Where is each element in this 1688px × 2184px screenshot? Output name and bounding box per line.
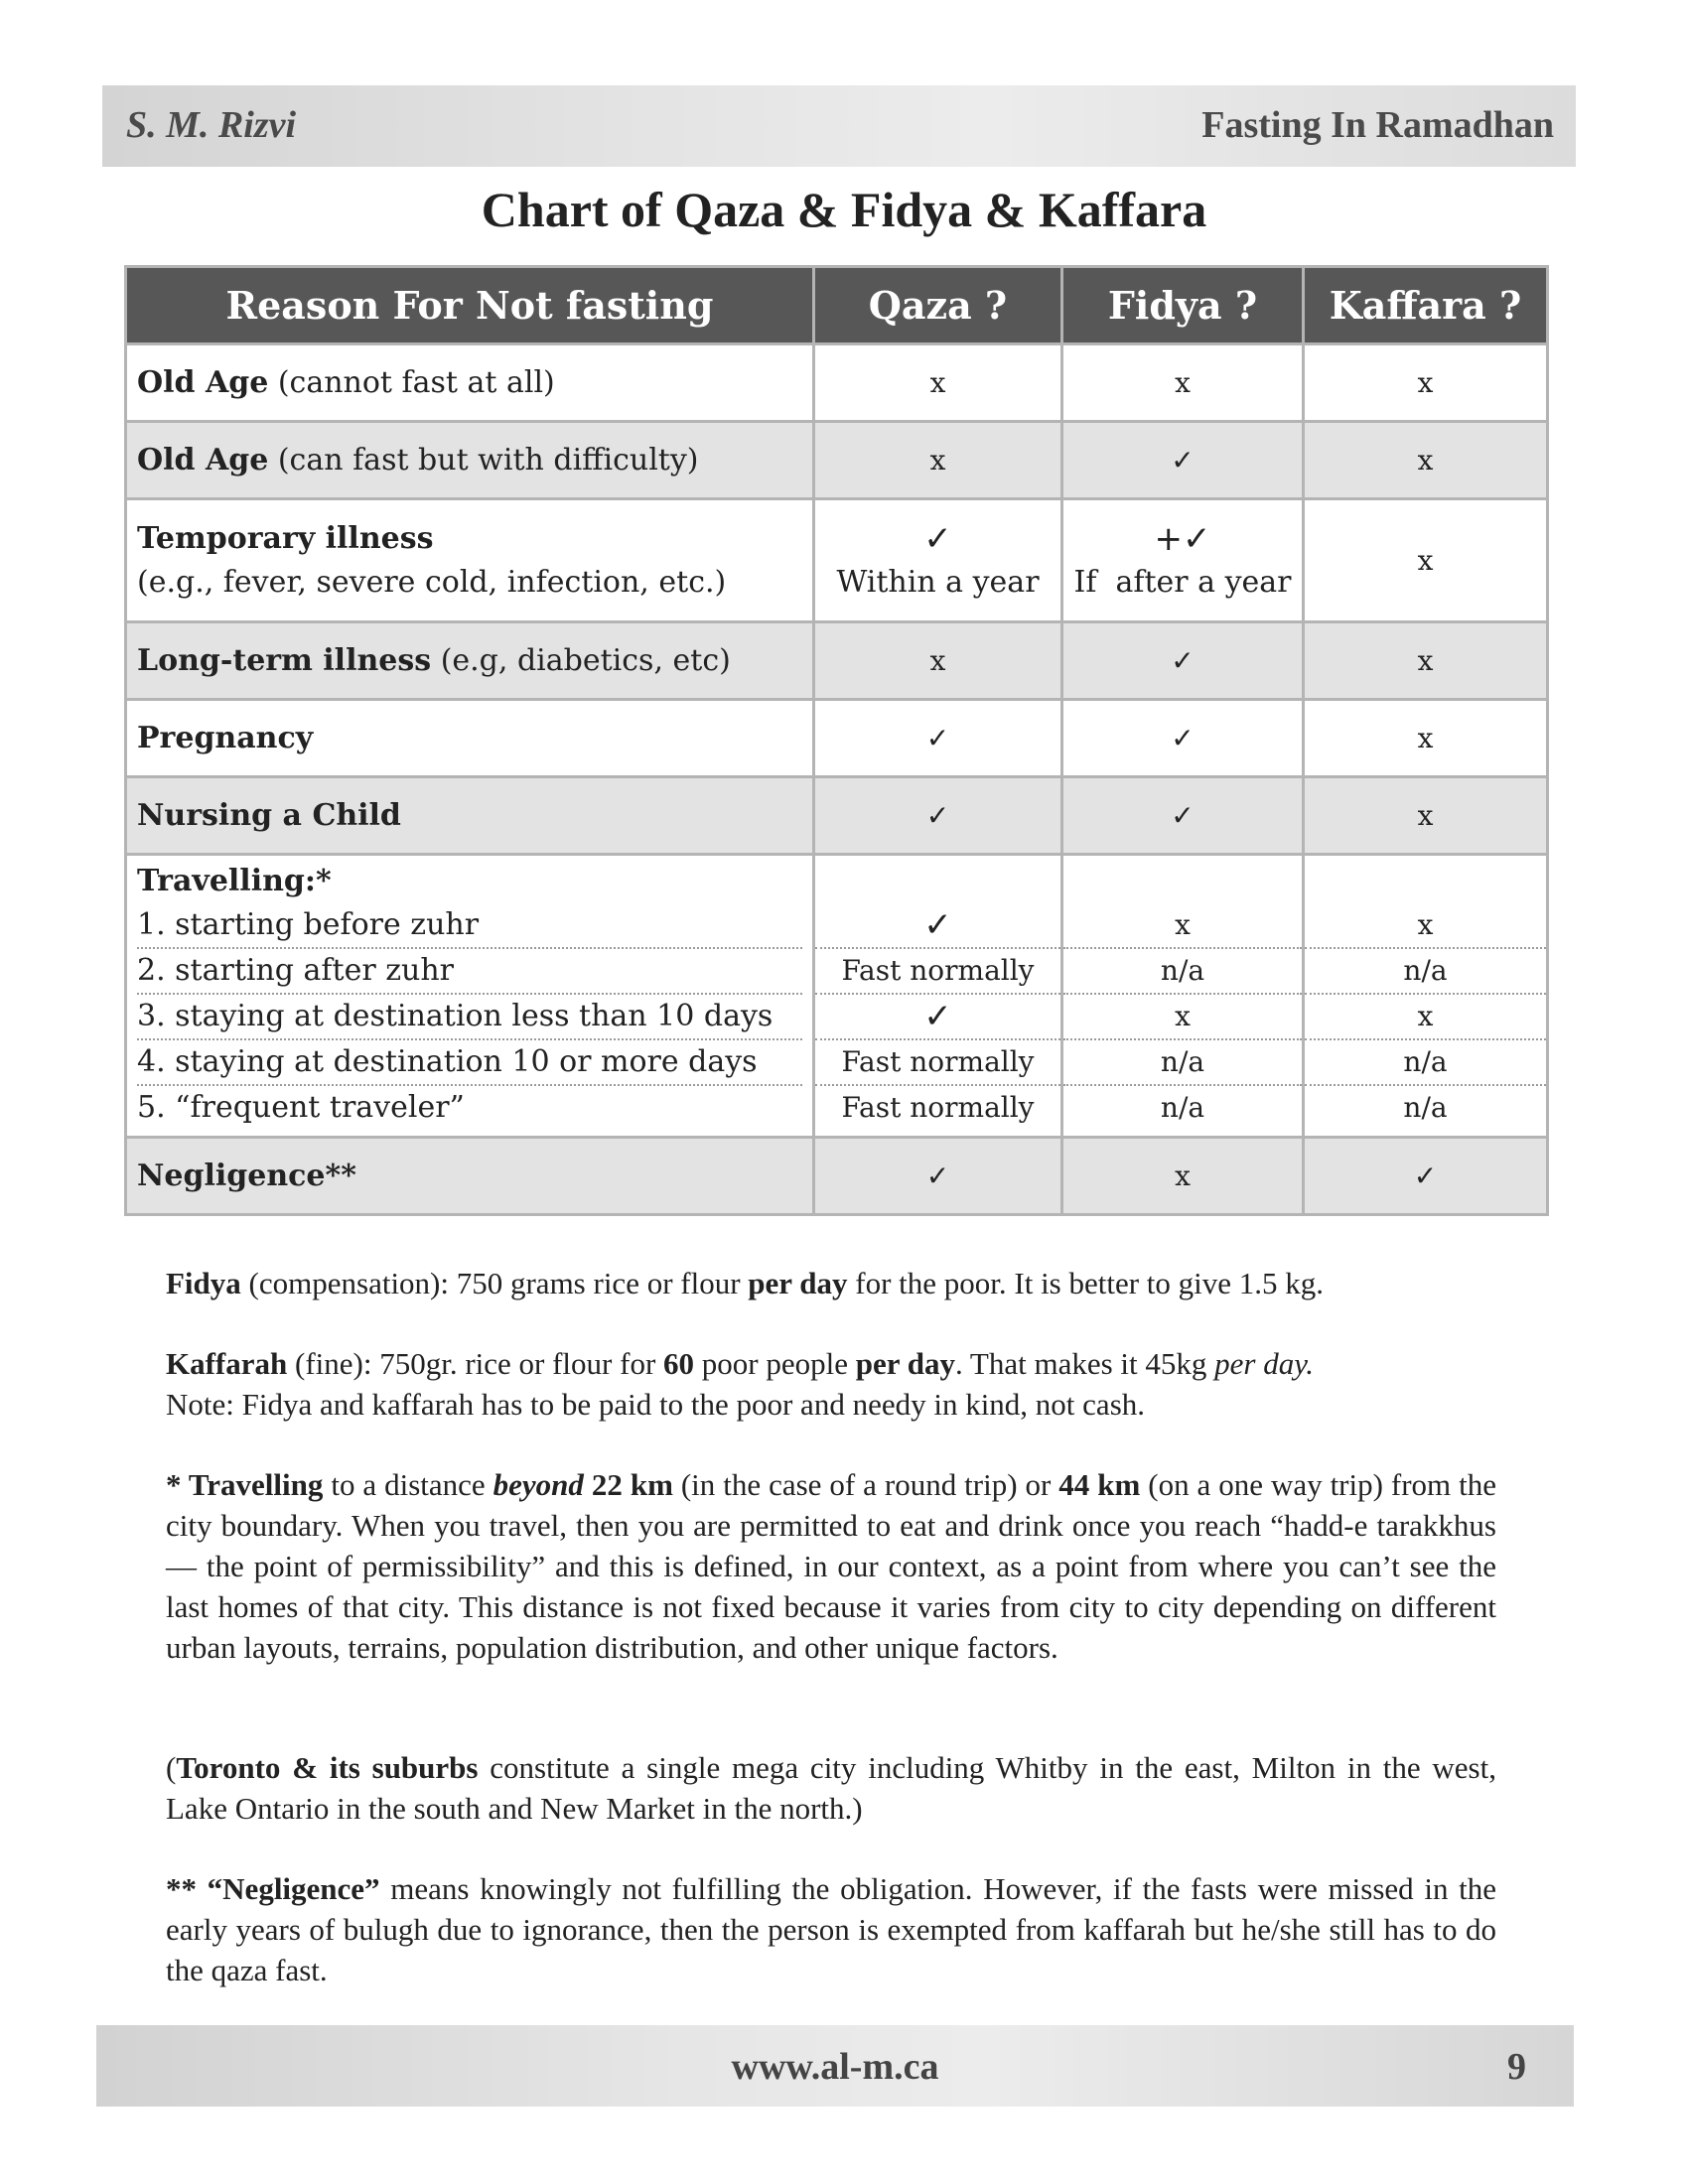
travel-fidya: n/a [1063,1038,1302,1084]
note-text: constitute a single mega city including Whitby in the east, Milton in the west, Lake Ontario in the south and New Market in the north.) [166,1750,1496,1826]
reason-cell [126,499,814,622]
kaffara-cell [1304,855,1548,1138]
travel-qaza: Fast normally [815,1084,1060,1130]
travel-qaza: ✓ [923,905,952,945]
column-header-kaffara: Kaffara ? [1304,267,1548,344]
note-text: to a distance [323,1467,493,1502]
reason-cell [126,622,814,700]
table-row-negligence [126,1138,1548,1215]
table-row [126,344,1548,422]
column-header-qaza: Qaza ? [814,267,1062,344]
travel-item: 2. starting after zuhr [137,947,802,993]
table-row [126,499,1548,622]
fidya-cell: ✓ [1062,622,1304,700]
note-emphasis: 22 km [591,1467,673,1502]
note-fidya [166,1263,1496,1303]
note-emphasis: per day [855,1346,955,1381]
note-travelling [166,1464,1496,1668]
reason-bold: Temporary illness [137,520,434,556]
table-row [126,422,1548,499]
qaza-cell [814,855,1062,1138]
note-term: Kaffarah [166,1346,288,1381]
note-text: (in the case of a round trip) or [672,1467,1059,1502]
travel-item: 4. staying at destination 10 or more days [137,1038,802,1084]
travel-kaffara: x [1417,908,1434,941]
reason-cell [126,700,814,777]
note-term: Fidya [166,1266,241,1300]
table-row [126,777,1548,855]
travel-kaffara: x [1305,993,1546,1038]
note-text: means knowingly not fulfilling the obligation. However, if the fasts were missed in the early years of bulugh due to ignorance, then the person is exempted from kaffarah but he/she still has to do the qaza fast. [166,1871,1497,1987]
note-term: ** “Negligence” [166,1871,380,1906]
check-mark: +✓ [1154,518,1211,559]
kaffara-cell: x [1304,777,1548,855]
note-emphasis: 60 [663,1346,695,1381]
fidya-cell: x [1062,1138,1304,1215]
reason-cell [126,777,814,855]
note-text: (compensation): 750 grams rice or flour [240,1266,749,1300]
note-kaffarah [166,1343,1496,1425]
note-italic: per day. [1214,1346,1314,1381]
note-text: (fine): 750gr. rice or flour for [287,1346,664,1381]
travel-item: 1. starting before zuhr [137,907,480,942]
note-text [584,1467,592,1502]
note-text: . That makes it 45kg [954,1346,1215,1381]
note-text: (on a one way trip) from the city boundary. When you travel, then you are permitted to eat and drink once you reach “hadd-e tarakkhus — the point of permissibility” and this is defined, in our context, as a point from where you can’t see the last homes of that city. This distance is not fixed because it varies from city to city depending on different urban layouts, terrains, population distribution, and other unique factors. [166,1467,1496,1665]
note-emphasis: beyond [492,1467,584,1502]
travel-qaza: Fast normally [815,1038,1060,1084]
reason-cell [126,855,814,1138]
kaffara-cell: x [1304,622,1548,700]
travel-kaffara: n/a [1305,1038,1546,1084]
note-negligence [166,1868,1496,1990]
fidya-cell: ✓ [1062,777,1304,855]
page-header [102,85,1576,167]
note-emphasis: per day [748,1266,848,1300]
reason-detail: (e.g, diabetics, etc) [431,642,731,678]
travel-fidya: x [1175,908,1191,941]
fidya-cell: x [1062,344,1304,422]
reason-bold: Old Age [137,442,269,478]
travel-fidya: n/a [1063,1084,1302,1130]
kaffara-cell: x [1304,499,1548,622]
qaza-cell [814,499,1062,622]
qaza-cell: x [814,344,1062,422]
note-term: * Travelling [166,1467,324,1502]
note-text: ( [166,1750,177,1785]
reason-detail: (can fast but with difficulty) [268,442,699,478]
kaffara-cell: x [1304,422,1548,499]
reason-bold: Negligence** [137,1158,356,1193]
table-header-row [126,267,1548,344]
travel-fidya: n/a [1063,947,1302,993]
note-term: Toronto & its suburbs [176,1750,479,1785]
qaza-cell: x [814,422,1062,499]
travel-kaffara: n/a [1305,947,1546,993]
page-number: 9 [1507,2046,1526,2088]
reason-cell [126,1138,814,1215]
book-title: Fasting In Ramadhan [1201,104,1554,146]
note-text: poor people [694,1346,856,1381]
reason-bold: Nursing a Child [137,797,401,833]
reason-bold: Long-term illness [137,642,432,678]
reason-cell [126,344,814,422]
qaza-condition: Within a year [836,564,1040,600]
table-row-travelling [126,855,1548,1138]
author-name: S. M. Rizvi [126,104,297,146]
kaffara-cell: ✓ [1304,1138,1548,1215]
qaza-cell: x [814,622,1062,700]
travel-item: 5. “frequent traveler” [137,1084,802,1130]
qaza-cell: ✓ [814,1138,1062,1215]
fidya-cell: ✓ [1062,700,1304,777]
kaffara-cell: x [1304,700,1548,777]
reason-detail: (cannot fast at all) [268,364,555,400]
qaza-fidya-kaffara-table [124,265,1549,1216]
fidya-condition: If after a year [1073,564,1292,600]
chart-title: Chart of Qaza & Fidya & Kaffara [481,182,1207,237]
table-row [126,700,1548,777]
fidya-cell [1062,855,1304,1138]
column-header-fidya: Fidya ? [1062,267,1304,344]
qaza-cell: ✓ [814,700,1062,777]
travel-kaffara: n/a [1305,1084,1546,1130]
reason-bold: Old Age [137,364,269,400]
note-emphasis: 44 km [1058,1467,1141,1502]
table-row [126,622,1548,700]
reason-bold: Pregnancy [137,720,314,755]
note-cash: Note: Fidya and kaffarah has to be paid to the poor and needy in kind, not cash. [166,1387,1146,1422]
travel-qaza: ✓ [815,993,1060,1038]
column-header-reason: Reason For Not fasting [126,267,814,344]
kaffara-cell: x [1304,344,1548,422]
reason-cell [126,422,814,499]
website-link[interactable]: www.al-m.ca [731,2046,939,2088]
note-text: for the poor. It is better to give 1.5 kg. [847,1266,1325,1300]
qaza-cell: ✓ [814,777,1062,855]
check-mark: ✓ [923,518,952,559]
reason-detail: (e.g., fever, severe cold, infection, etc.) [137,564,727,600]
fidya-cell [1062,499,1304,622]
travel-qaza: Fast normally [815,947,1060,993]
fidya-cell: ✓ [1062,422,1304,499]
travel-item: 3. staying at destination less than 10 days [137,993,802,1038]
note-toronto [166,1747,1496,1829]
reason-bold: Travelling:* [137,864,332,898]
travel-fidya: x [1063,993,1302,1038]
page-footer [96,2025,1574,2107]
